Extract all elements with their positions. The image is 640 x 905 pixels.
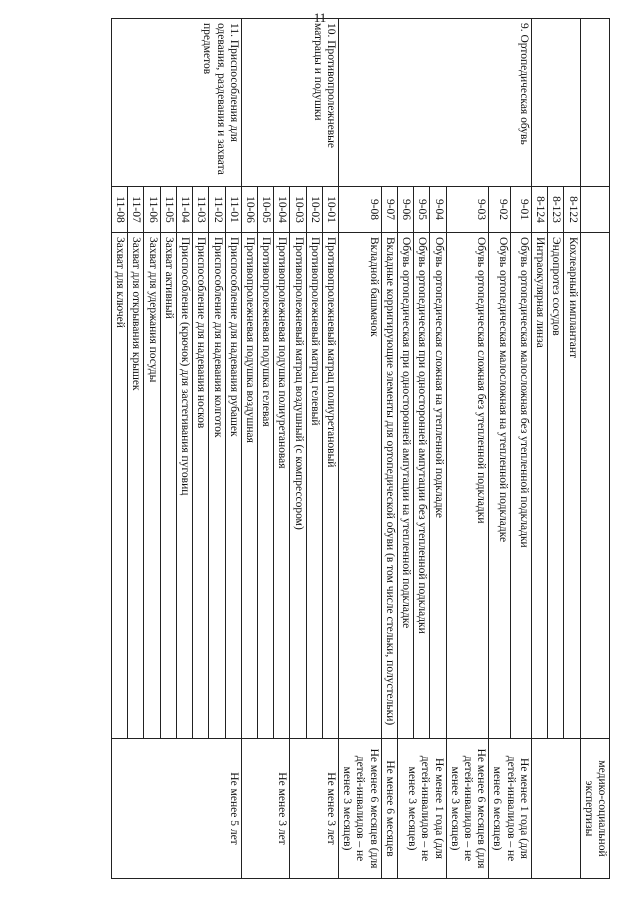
rotated-table-container <box>46 18 610 878</box>
code-cell: 9-03 <box>446 187 489 233</box>
code-cell: 8-123 <box>548 187 564 233</box>
name-cell: Обувь ортопедическая при односторонней ампутации без утепленной подкладки <box>414 233 430 739</box>
code-cell: 9-08 <box>339 187 382 233</box>
code-cell: 10-04 <box>274 187 290 233</box>
name-cell: Обувь ортопедическая при односторонней ампутации на утепленной подкладке <box>397 233 413 739</box>
name-cell: Противопролежневый матрац гелевый <box>306 233 322 739</box>
term-cell: Не менее 1 года (для детей-инвалидов – не менее 3 месяцев) <box>397 739 446 879</box>
code-cell: 11-04 <box>176 187 192 233</box>
term-cell: Не менее 6 месяцев <box>381 739 397 879</box>
code-cell: 9-06 <box>397 187 413 233</box>
name-cell: Обувь ортопедическая малосложная на утепленной подкладке <box>489 233 510 739</box>
name-cell: Противопролежневая подушка гелевая <box>257 233 273 739</box>
table-row <box>564 19 580 879</box>
name-cell: Захват активный <box>160 233 176 739</box>
code-cell: 9-04 <box>430 187 446 233</box>
name-cell: Обувь ортопедическая сложная без утепленной подкладки <box>446 233 489 739</box>
name-cell: Обувь ортопедическая сложная на утепленной подкладке <box>430 233 446 739</box>
term-cell: Не менее 5 лет <box>112 739 242 879</box>
name-cell: Противопролежневый матрац полиуретановый <box>322 233 338 739</box>
term-cell: Не менее 3 лет <box>290 739 339 879</box>
name-cell: Приспособление для надевания колготок <box>209 233 225 739</box>
table-row <box>322 19 338 879</box>
name-cell: Вкладной башмачок <box>339 233 382 739</box>
code-cell: 11-06 <box>144 187 160 233</box>
header-empty-cell <box>580 233 609 739</box>
group-cell: 11. Приспособления для одевания, раздевания и захвата предметов <box>112 19 242 187</box>
code-cell: 8-122 <box>564 187 580 233</box>
code-cell: 11-02 <box>209 187 225 233</box>
table-row <box>510 19 531 879</box>
name-cell: Кохлеарный имплантант <box>564 233 580 739</box>
code-cell: 10-05 <box>257 187 273 233</box>
code-cell: 11-07 <box>128 187 144 233</box>
code-cell: 11-08 <box>112 187 128 233</box>
name-cell: Приспособление для надевания носков <box>193 233 209 739</box>
header-empty-cell <box>580 19 609 187</box>
code-cell: 8-124 <box>531 187 547 233</box>
rehab-means-table <box>111 18 610 879</box>
code-cell: 9-01 <box>510 187 531 233</box>
term-cell <box>531 739 580 879</box>
code-cell: 9-07 <box>381 187 397 233</box>
name-cell: Противопролежневый матрац воздушный (с компрессором) <box>290 233 306 739</box>
code-cell: 9-05 <box>414 187 430 233</box>
code-cell: 10-03 <box>290 187 306 233</box>
table-header-row <box>580 19 609 879</box>
name-cell: Захват для открывания крышек <box>128 233 144 739</box>
header-term-cell: медико-социальной экспертизы <box>580 739 609 879</box>
code-cell: 11-03 <box>193 187 209 233</box>
term-cell: Не менее 6 месяцев (для детей-инвалидов – не менее 3 месяцев) <box>446 739 489 879</box>
name-cell: Интраокулярная линза <box>531 233 547 739</box>
name-cell: Противопролежневая подушка воздушная <box>241 233 257 739</box>
table-row <box>225 19 241 879</box>
name-cell: Эндопротез сосудов <box>548 233 564 739</box>
code-cell: 9-02 <box>489 187 510 233</box>
group-cell: 9. Ортопедическая обувь <box>339 19 532 187</box>
group-cell: 10. Противопролежневые матрацы и подушки <box>241 19 338 187</box>
name-cell: Приспособление (крючок) для застегивания пуговиц <box>176 233 192 739</box>
header-empty-cell <box>580 187 609 233</box>
code-cell: 10-06 <box>241 187 257 233</box>
name-cell: Противопролежневая подушка полиуретановая <box>274 233 290 739</box>
term-cell: Не менее 6 месяцев (для детей-инвалидов – не менее 3 месяцев) <box>339 739 382 879</box>
term-cell: Не менее 1 года (для детей-инвалидов – не менее 6 месяцев) <box>489 739 532 879</box>
name-cell: Приспособление для надевания рубашек <box>225 233 241 739</box>
code-cell: 10-01 <box>322 187 338 233</box>
name-cell: Вкладные корригирующие элементы для ортопедической обуви (в том числе стельки, полустельки) <box>381 233 397 739</box>
page-number: 11 <box>313 10 327 25</box>
name-cell: Захват для удержания посуды <box>144 233 160 739</box>
name-cell: Захват для ключей <box>112 233 128 739</box>
name-cell: Обувь ортопедическая малосложная без утепленной подкладки <box>510 233 531 739</box>
term-cell: Не менее 3 лет <box>241 739 290 879</box>
code-cell: 10-02 <box>306 187 322 233</box>
code-cell: 11-05 <box>160 187 176 233</box>
group-cell <box>531 19 580 187</box>
code-cell: 11-01 <box>225 187 241 233</box>
